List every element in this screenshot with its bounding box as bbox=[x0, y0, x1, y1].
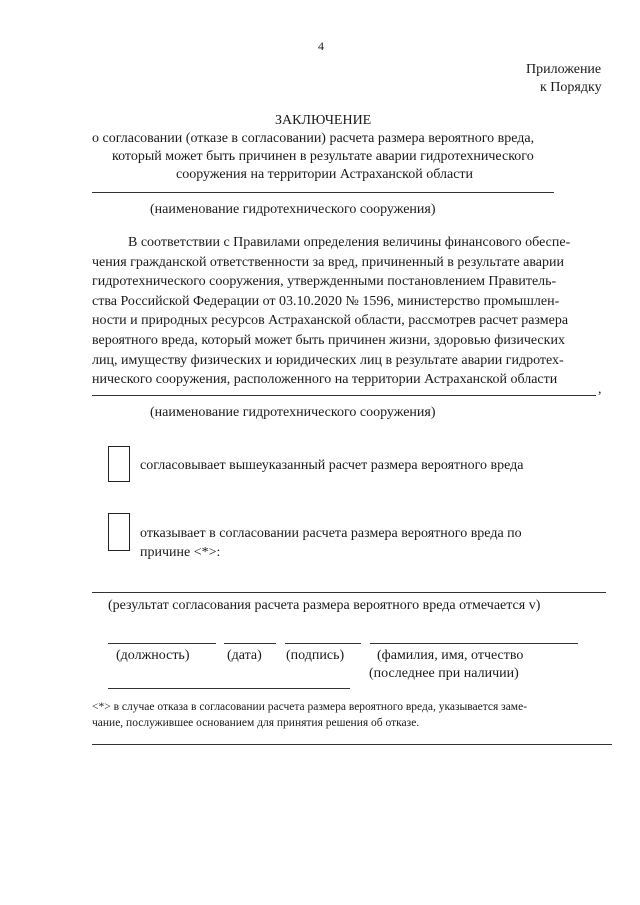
full-name-caption-note: (последнее при наличии) bbox=[369, 666, 519, 681]
result-note: (результат согласования расчета размера вероятного вреда отмечается v) bbox=[108, 598, 541, 613]
bottom-rule bbox=[92, 744, 612, 745]
body-line: лиц, имуществу физических и юридических лиц в результате аварии гидротех- bbox=[92, 352, 564, 368]
facility-name-caption-2: (наименование гидротехнического сооружения) bbox=[150, 405, 436, 420]
signature-caption: (подпись) bbox=[286, 648, 345, 663]
refuse-checkbox[interactable] bbox=[108, 513, 130, 551]
date-blank[interactable] bbox=[224, 643, 276, 644]
refusal-reason-blank[interactable] bbox=[92, 592, 606, 593]
title-line-3: сооружения на территории Астраханской области bbox=[176, 167, 474, 182]
full-name-caption: (фамилия, имя, отчество bbox=[377, 648, 524, 663]
appendix-ref: к Порядку bbox=[540, 80, 602, 95]
signature-blank[interactable] bbox=[285, 643, 361, 644]
footnote-line-1: <*> в случае отказа в согласовании расчета размера вероятного вреда, указывается заме- bbox=[92, 701, 528, 713]
date-caption: (дата) bbox=[227, 648, 262, 663]
agree-checkbox[interactable] bbox=[108, 446, 130, 482]
body-line: ности и природных ресурсов Астраханской области, рассмотрев расчет размера bbox=[92, 313, 569, 329]
position-caption: (должность) bbox=[116, 648, 190, 663]
body-line: гидротехнического сооружения, утвержденными постановлением Правитель- bbox=[92, 274, 557, 290]
footnote-line-2: чание, послужившее основанием для принятия решения об отказе. bbox=[92, 717, 420, 729]
document-title: ЗАКЛЮЧЕНИЕ bbox=[275, 113, 372, 128]
full-name-blank[interactable] bbox=[370, 643, 578, 644]
body-paragraph bbox=[92, 233, 615, 390]
body-line: вероятного вреда, который может быть причинен жизни, здоровью физических bbox=[92, 332, 565, 348]
body-line: чения гражданской ответственности за вред, причиненный в результате аварии bbox=[92, 254, 565, 270]
page-number: 4 bbox=[318, 39, 324, 53]
refuse-option-label: отказывает в согласовании расчета размера вероятного вреда по bbox=[140, 526, 522, 541]
facility-name-blank-1[interactable] bbox=[92, 192, 554, 193]
title-line-2: который может быть причинен в результате аварии гидротехнического bbox=[112, 149, 534, 164]
agree-option-label: согласовывает вышеуказанный расчет размера вероятного вреда bbox=[140, 458, 524, 473]
position-blank[interactable] bbox=[108, 643, 216, 644]
title-line-1: о согласовании (отказе в согласовании) расчета размера вероятного вреда, bbox=[92, 131, 535, 146]
facility-name-caption-1: (наименование гидротехнического сооружения) bbox=[150, 202, 436, 217]
refuse-reason-label: причине <*>: bbox=[140, 545, 221, 560]
footnote-separator bbox=[108, 688, 350, 689]
body-line: В соответствии с Правилами определения величины финансового обеспе- bbox=[128, 235, 571, 250]
body-line: нического сооружения, расположенного на территории Астраханской области bbox=[92, 372, 558, 388]
facility-name-blank-2[interactable] bbox=[92, 395, 596, 396]
body-line: ства Российской Федерации от 03.10.2020 № 1596, министерство промышлен- bbox=[92, 293, 560, 309]
trailing-comma: , bbox=[598, 382, 602, 397]
appendix-label: Приложение bbox=[526, 62, 602, 77]
